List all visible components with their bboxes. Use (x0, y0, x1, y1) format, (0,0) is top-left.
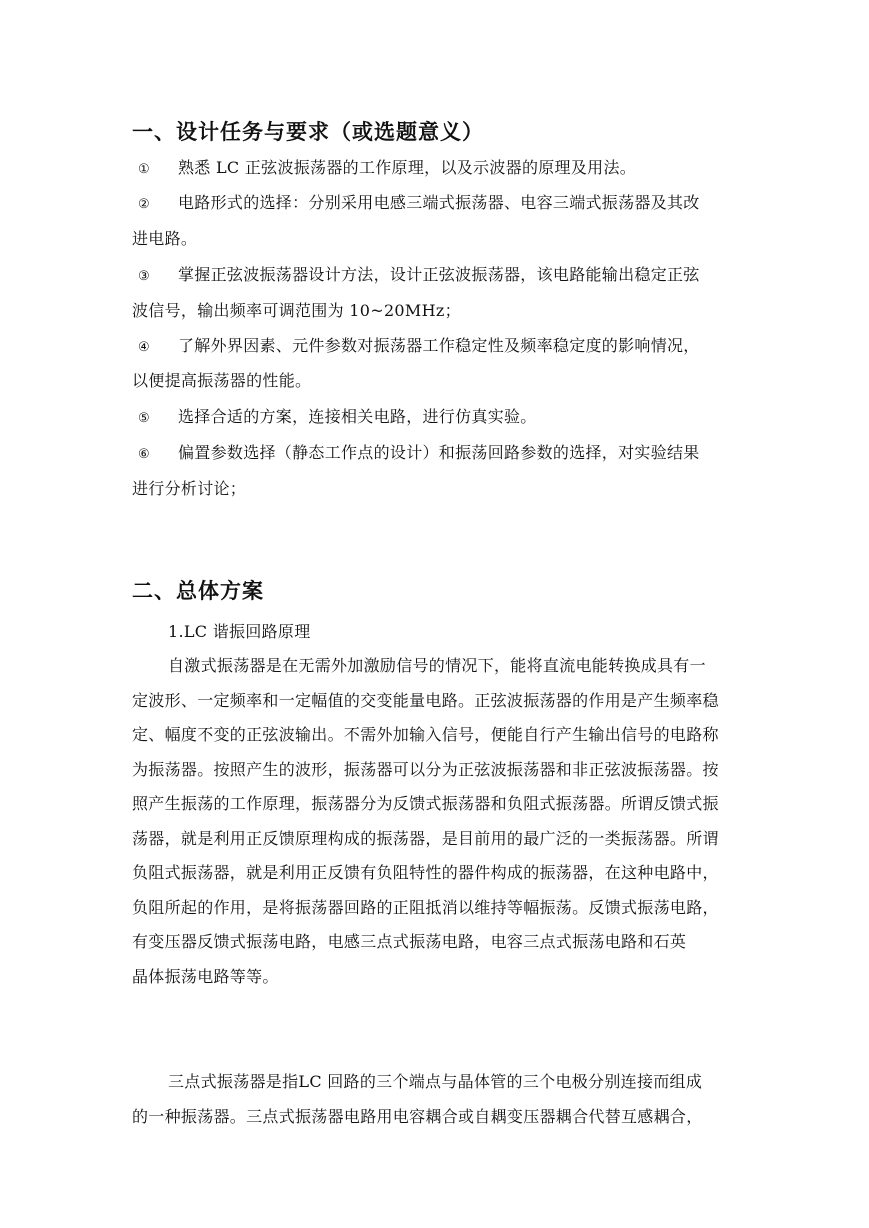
paragraph-line: 为振荡器。按照产生的波形，振荡器可以分为正弦波振荡器和非正弦波振荡器。按 (132, 760, 719, 779)
list-marker: ③ (138, 269, 150, 284)
paragraph-line: 负阻所起的作用，是将振荡器回路的正阻抵消以维持等幅振荡。反馈式振荡电路， (132, 898, 719, 917)
subheading: 1.LC 谐振回路原理 (168, 622, 311, 641)
list-text: 掌握正弦波振荡器设计方法，设计正弦波振荡器，该电路能输出稳定正弦 (178, 265, 700, 284)
paragraph-line: 自激式振荡器是在无需外加激励信号的情况下，能将直流电能转换成具有一 (168, 656, 706, 675)
list-item-6-continuation: 进行分析讨论； (132, 479, 247, 498)
paragraph-line: 荡器，就是利用正反馈原理构成的振荡器，是目前用的最广泛的一类振荡器。所谓 (132, 829, 719, 848)
section-heading-2: 二、总体方案 (132, 579, 264, 603)
paragraph-line: 定、幅度不变的正弦波输出。不需外加输入信号，便能自行产生输出信号的电路称 (132, 725, 719, 744)
list-item-3 (138, 262, 700, 285)
list-marker: ① (138, 162, 150, 177)
list-item-1 (138, 155, 636, 178)
paragraph-line: 三点式振荡器是指LC 回路的三个端点与晶体管的三个电极分别连接而组成 (168, 1072, 703, 1091)
paragraph-line: 照产生振荡的工作原理，振荡器分为反馈式振荡器和负阻式振荡器。所谓反馈式振 (132, 794, 719, 813)
list-item-4 (138, 333, 700, 356)
list-item-2-continuation: 进电路。 (132, 229, 198, 248)
list-item-3-continuation: 波信号，输出频率可调范围为 10~20MHz； (132, 301, 461, 320)
list-text: 电路形式的选择：分别采用电感三端式振荡器、电容三端式振荡器及其改 (178, 193, 700, 212)
section-heading-1: 一、设计任务与要求（或选题意义） (132, 120, 484, 144)
list-text: 偏置参数选择（静态工作点的设计）和振荡回路参数的选择，对实验结果 (178, 443, 700, 462)
list-marker: ⑤ (138, 411, 150, 426)
list-marker: ⑥ (138, 447, 150, 462)
list-item-5 (138, 404, 537, 427)
list-text: 了解外界因素、元件参数对振荡器工作稳定性及频率稳定度的影响情况， (178, 336, 700, 355)
paragraph-line: 晶体振荡电路等等。 (132, 967, 279, 986)
list-marker: ④ (138, 340, 150, 355)
paragraph-line: 有变压器反馈式振荡电路，电感三点式振荡电路，电容三点式振荡电路和石英 (132, 932, 687, 951)
list-text: 熟悉 LC 正弦波振荡器的工作原理，以及示波器的原理及用法。 (178, 158, 637, 177)
list-marker: ② (138, 197, 150, 212)
list-item-6 (138, 440, 700, 463)
paragraph-line: 负阻式振荡器，就是利用正反馈有负阻特性的器件构成的振荡器，在这种电路中， (132, 863, 719, 882)
list-item-2 (138, 190, 700, 213)
paragraph-line: 定波形、一定频率和一定幅值的交变能量电路。正弦波振荡器的作用是产生频率稳 (132, 691, 719, 710)
list-item-4-continuation: 以便提高振荡器的性能。 (132, 371, 312, 390)
list-text: 选择合适的方案，连接相关电路，进行仿真实验。 (178, 407, 537, 426)
paragraph-line: 的一种振荡器。三点式振荡器电路用电容耦合或自耦变压器耦合代替互感耦合， (132, 1107, 703, 1126)
